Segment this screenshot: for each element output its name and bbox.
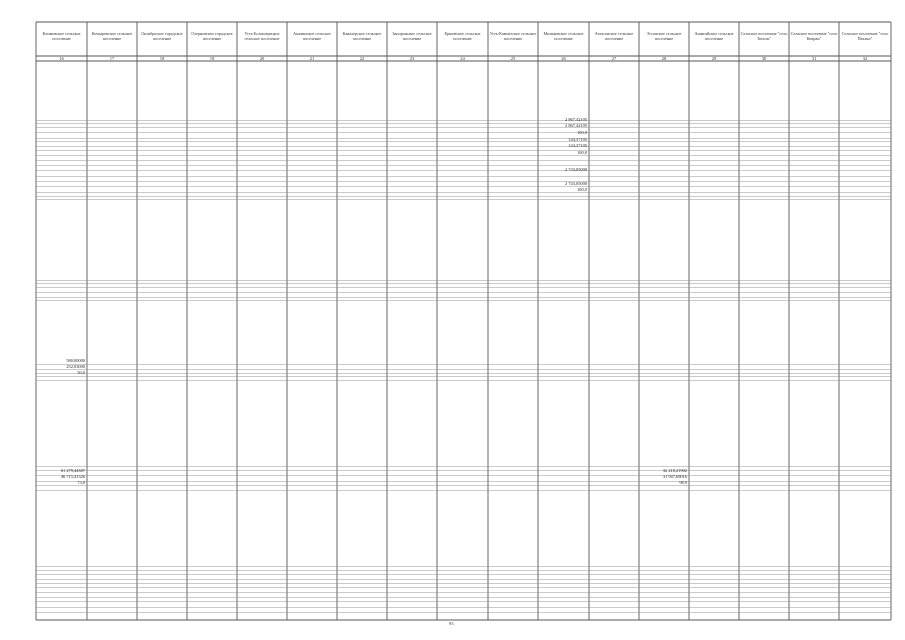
column-header: Усть-Большерецкое сельское поселение bbox=[244, 31, 280, 41]
column-number: 17 bbox=[109, 56, 115, 61]
cell-value: 2 743,05000 bbox=[565, 167, 587, 172]
cell-value: 2 743,05000 bbox=[565, 181, 587, 186]
cell-value: 31 947,69016 bbox=[662, 474, 687, 479]
column-header: Анавгайское сельское поселение bbox=[694, 31, 734, 41]
cell-value: 46 715,41326 bbox=[60, 474, 85, 479]
cell-value: 50,0 bbox=[77, 370, 85, 375]
column-header: Сельское поселение "село Ковран" bbox=[790, 31, 838, 41]
cell-value: 32 218,21902 bbox=[662, 468, 687, 473]
column-number: 24 bbox=[460, 56, 465, 61]
column-number: 29 bbox=[711, 56, 717, 61]
column-header: Запорожское сельское поселение bbox=[392, 31, 432, 41]
cell-value: 61 279,44387 bbox=[60, 468, 85, 473]
column-header: Кавалерское сельское поселение bbox=[342, 31, 382, 41]
column-number: 20 bbox=[259, 56, 265, 61]
cell-value: 73,0 bbox=[77, 480, 85, 485]
cell-value: 144,37105 bbox=[568, 137, 587, 142]
column-number: 31 bbox=[811, 56, 817, 61]
column-header: Озерновское городское поселение bbox=[191, 31, 233, 41]
column-header: Ершовское сельское поселение bbox=[444, 31, 481, 41]
column-header: Эссовское сельское поселение bbox=[646, 31, 682, 41]
column-number: 18 bbox=[159, 56, 165, 61]
cell-value: 100,0 bbox=[577, 150, 587, 155]
column-number: 16 bbox=[59, 56, 64, 61]
cell-value: 98,9 bbox=[679, 480, 687, 485]
cell-value: 100,0 bbox=[577, 130, 587, 135]
page-number: 93 bbox=[449, 621, 454, 626]
cell-value: 2 867,42105 bbox=[565, 123, 587, 128]
cell-value: 252,03000 bbox=[66, 364, 85, 369]
cell-value: 144,37105 bbox=[568, 143, 587, 148]
column-header: Сельское поселение "село Пахачи" bbox=[841, 31, 889, 41]
column-number: 25 bbox=[510, 56, 516, 61]
column-header: Климовское сельское поселение bbox=[42, 31, 81, 41]
cell-value: 580,00000 bbox=[66, 358, 85, 363]
column-header: Октябрьское городское поселение bbox=[141, 31, 183, 41]
column-header: Кочкаревское сельское поселение bbox=[91, 31, 133, 41]
column-number: 19 bbox=[209, 56, 215, 61]
column-number: 30 bbox=[761, 56, 767, 61]
column-number: 27 bbox=[611, 56, 617, 61]
column-number: 28 bbox=[661, 56, 667, 61]
column-number: 26 bbox=[561, 56, 566, 61]
column-number: 21 bbox=[309, 56, 315, 61]
column-header: Атласовское сельское поселение bbox=[594, 31, 634, 41]
cell-value: 2 867,42105 bbox=[565, 117, 587, 122]
column-number: 32 bbox=[862, 56, 868, 61]
column-header: Апачинское сельское поселение bbox=[293, 31, 331, 41]
column-header: Сельское поселение "село Тигиль" bbox=[740, 31, 788, 41]
cell-value: 100,0 bbox=[577, 187, 587, 192]
column-number: 23 bbox=[409, 56, 415, 61]
column-header: Мильковское сельское поселение bbox=[543, 31, 584, 41]
column-number: 22 bbox=[359, 56, 365, 61]
column-header: Усть-Камчатское сельское поселение bbox=[489, 31, 537, 41]
